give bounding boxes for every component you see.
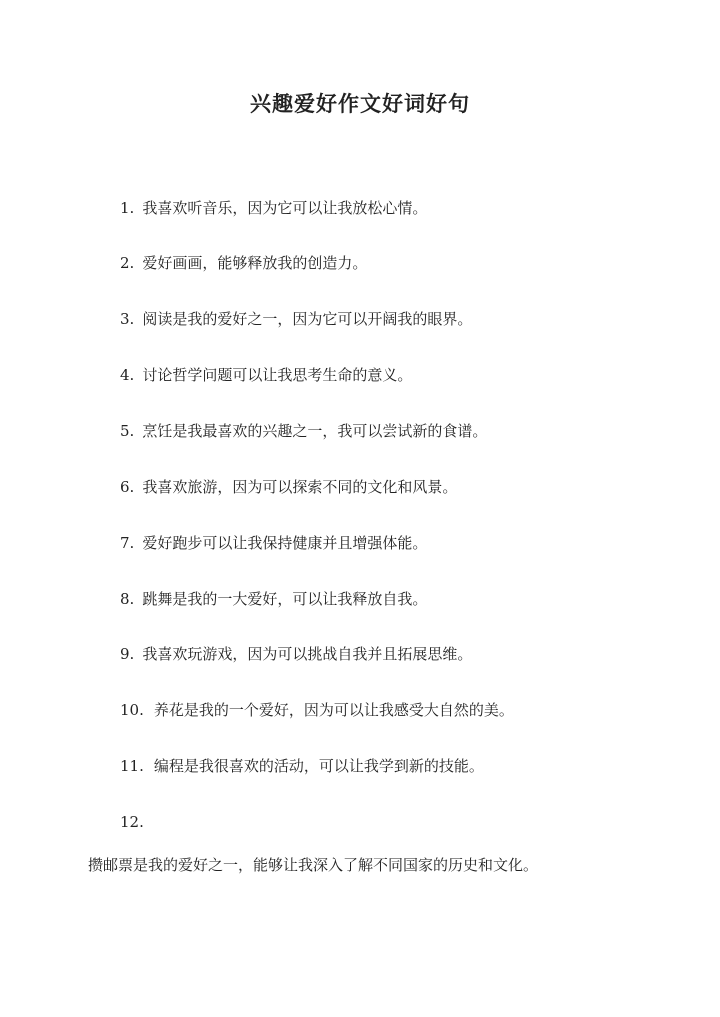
item-text: 爱好画画，能够释放我的创造力。	[142, 254, 368, 272]
item-number: 1.	[120, 199, 135, 217]
item-text: 讨论哲学问题可以让我思考生命的意义。	[142, 366, 413, 384]
item-number: 2.	[120, 254, 135, 272]
item-text: 养花是我的一个爱好，因为可以让我感受大自然的美。	[153, 701, 514, 719]
item-number: 10.	[120, 701, 144, 719]
item-12-continuation-text: 攒邮票是我的爱好之一，能够让我深入了解不同国家的历史和文化。	[88, 856, 539, 874]
list-item	[120, 700, 514, 720]
item-number: 6.	[120, 478, 135, 496]
item-number: 8.	[120, 590, 135, 608]
list-item	[120, 589, 427, 609]
item-text: 阅读是我的爱好之一，因为它可以开阔我的眼界。	[142, 310, 473, 328]
item-text: 爱好跑步可以让我保持健康并且增强体能。	[142, 534, 428, 552]
list-item	[120, 533, 427, 553]
list-item	[120, 644, 472, 664]
item-text: 编程是我很喜欢的活动，可以让我学到新的技能。	[153, 757, 484, 775]
item-number: 5.	[120, 422, 135, 440]
list-item	[120, 477, 457, 497]
item-text: 烹饪是我最喜欢的兴趣之一，我可以尝试新的食谱。	[142, 422, 488, 440]
item-text: 我喜欢听音乐，因为它可以让我放松心情。	[142, 199, 428, 217]
item-number: 4.	[120, 366, 135, 384]
list-item	[120, 812, 152, 832]
list-item	[120, 756, 484, 776]
list-item	[120, 365, 412, 385]
item-number: 12.	[120, 813, 144, 831]
list-item	[120, 309, 472, 329]
item-number: 9.	[120, 645, 135, 663]
item-number: 11.	[120, 757, 144, 775]
item-number: 7.	[120, 534, 135, 552]
item-text: 我喜欢旅游，因为可以探索不同的文化和风景。	[142, 478, 458, 496]
list-item	[120, 253, 367, 273]
page-title: 兴趣爱好作文好词好句	[250, 91, 470, 116]
item-text: 跳舞是我的一大爱好，可以让我释放自我。	[142, 590, 428, 608]
item-number: 3.	[120, 310, 135, 328]
item-text: 我喜欢玩游戏，因为可以挑战自我并且拓展思维。	[142, 645, 473, 663]
list-item	[120, 421, 487, 441]
list-item	[120, 198, 427, 218]
